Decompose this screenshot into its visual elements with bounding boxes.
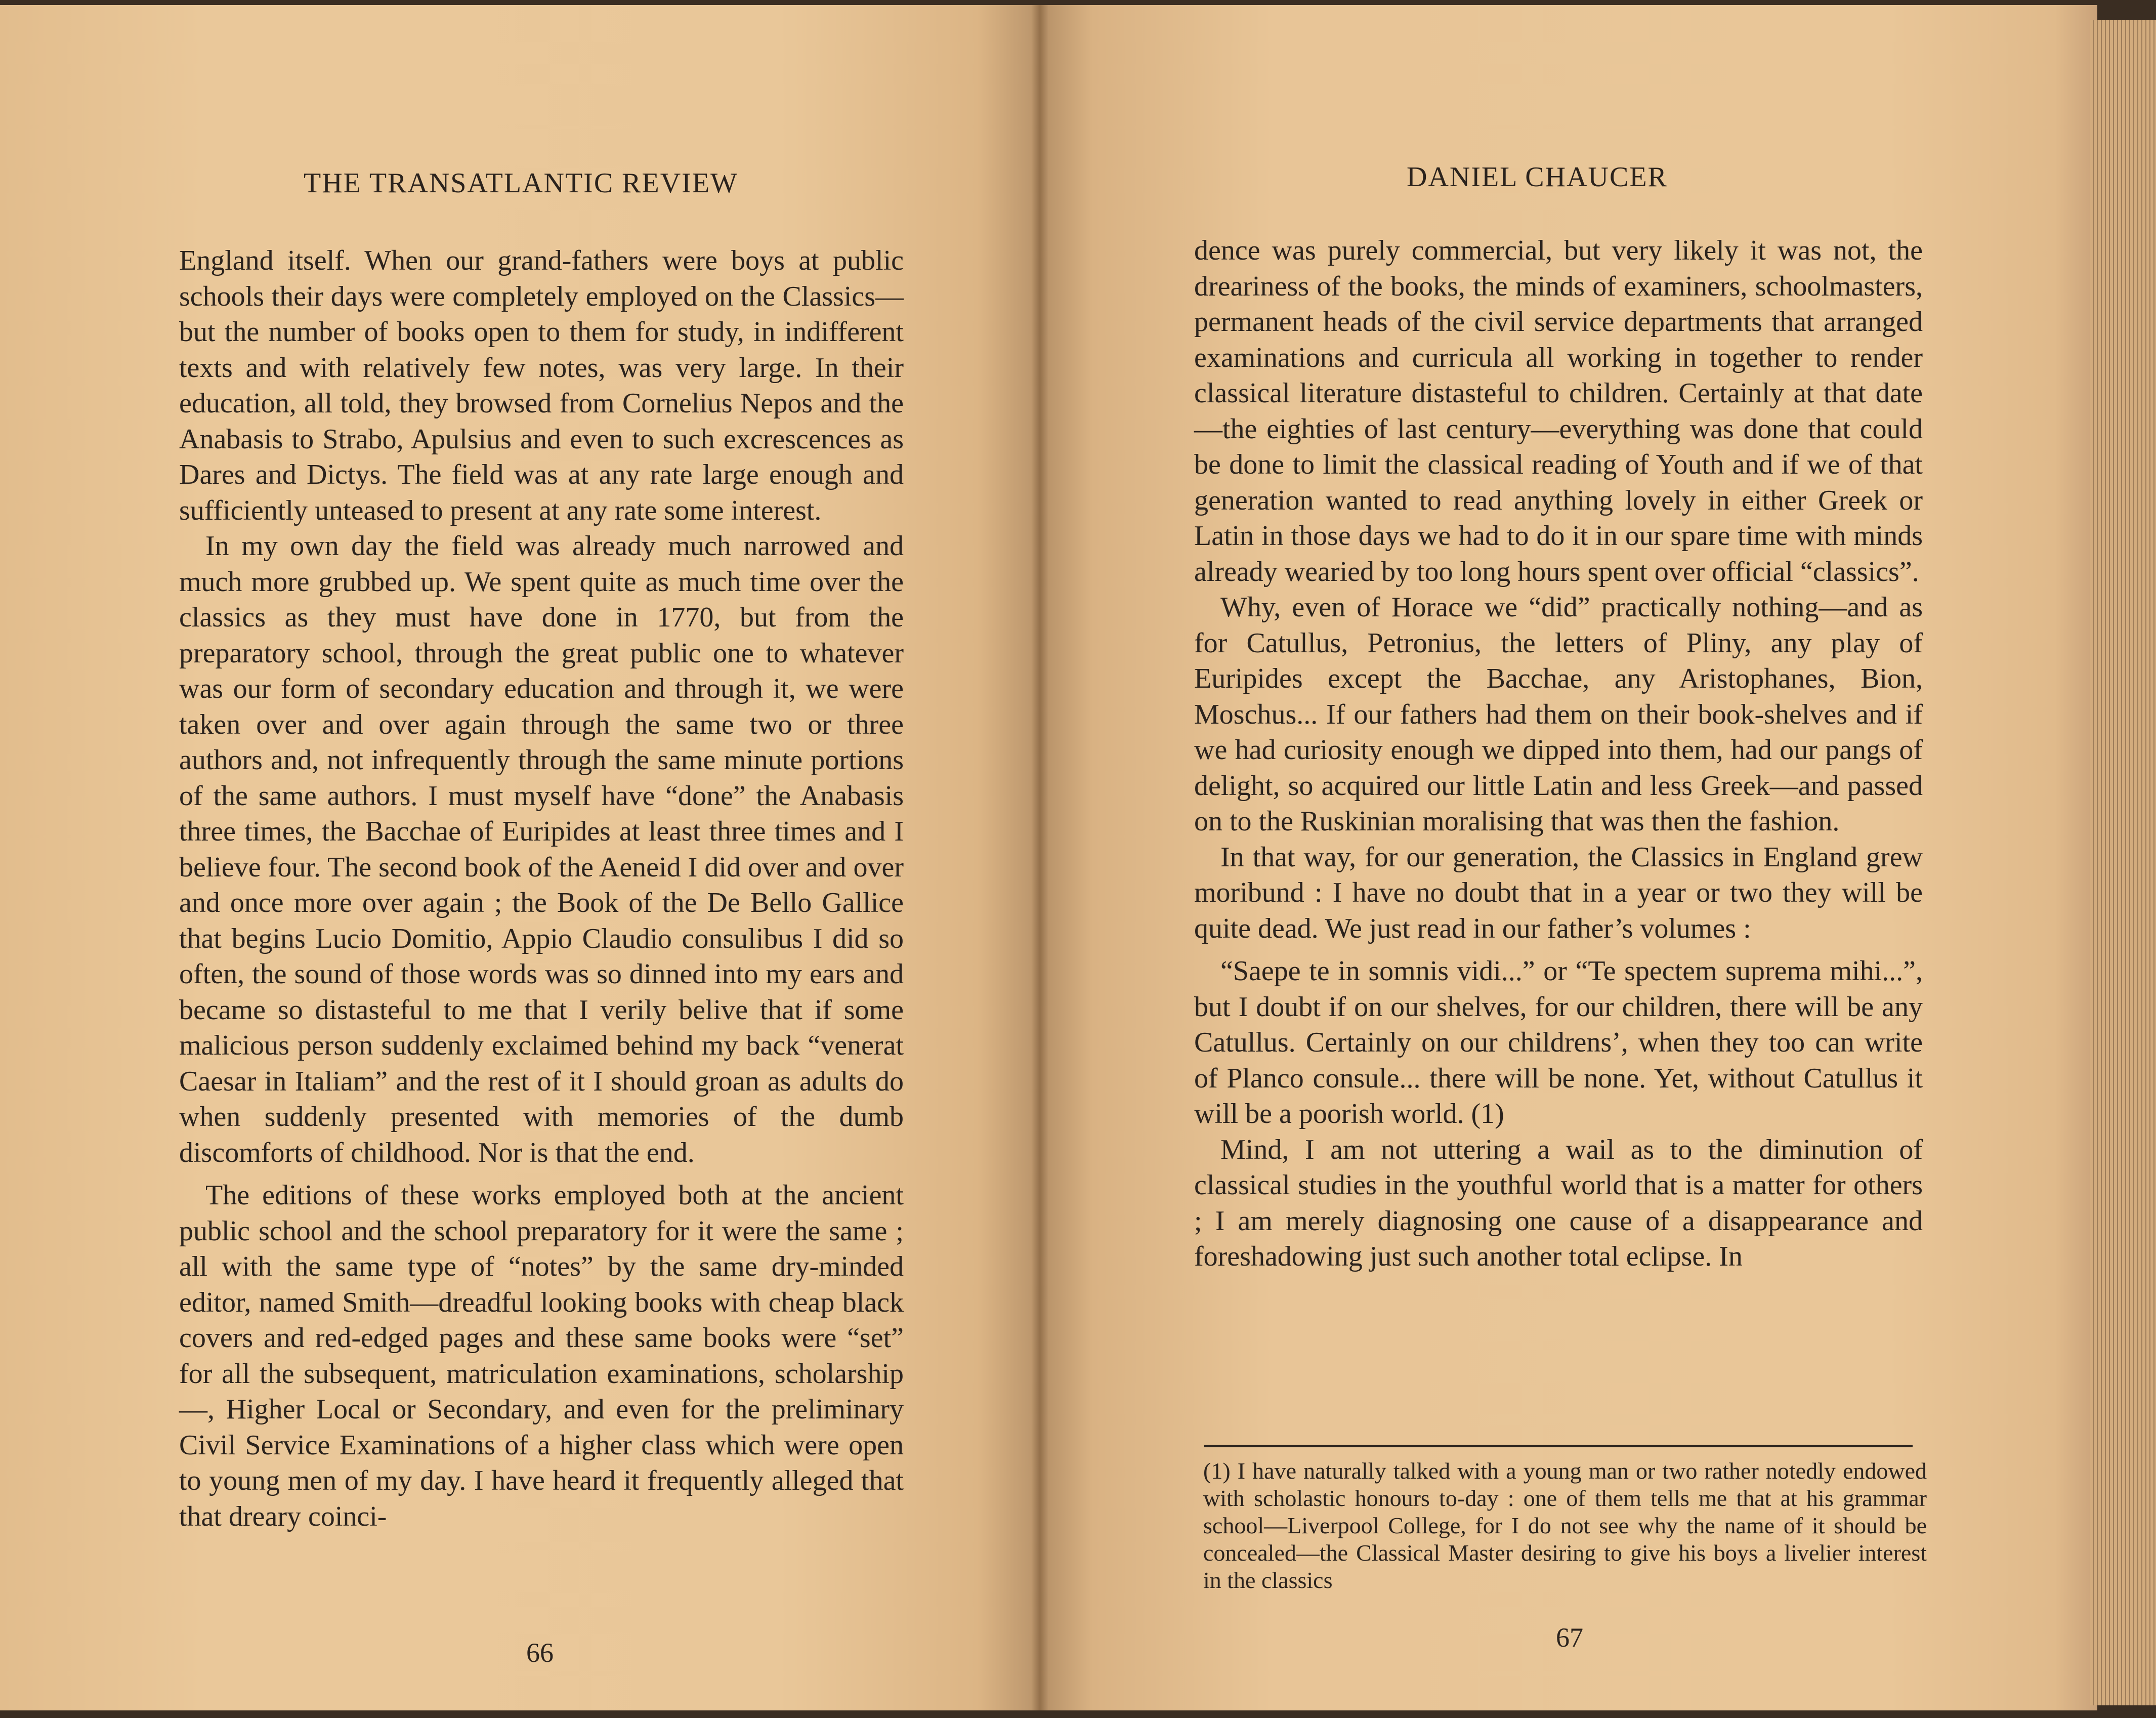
left-page-number: 66	[526, 1638, 554, 1668]
left-running-head: THE TRANSATLANTIC REVIEW	[304, 167, 738, 199]
footnote-rule	[1204, 1445, 1913, 1447]
page-edges	[2090, 20, 2156, 1705]
footnote-text: (1) I have naturally talked with a young man or two rather notedly endowed with scholastic honours to-day : one of them tells me that at his grammar school—Liverpool College, for I do not see why the name of it should be concealed—the Classical Master desiring to give his boys a livelier interest in the classics	[1203, 1458, 1927, 1593]
left-page-body	[179, 243, 904, 1534]
right-page-number: 67	[1556, 1622, 1583, 1653]
right-paragraph-3: In that way, for our generation, the Classics in England grew moribund : I have no doubt that in a year or two they will be quite dead. We just read in our father’s volumes :	[1194, 841, 1923, 944]
left-paragraph-3: The editions of these works employed both at the ancient public school and the school preparatory for it were the same ; all with the same type of “notes” by the same dry-minded editor, named Smith—dreadful looking books with cheap black covers and red-edged pages and these same books were “set” for all the subsequent, matriculation examinations, scholarship—, Higher Local or Secondary, and even for the preliminary Civil Service Examinations of a higher class which were open to young men of my day. I have heard it frequently alleged that that dreary coinci-	[179, 1180, 904, 1532]
right-paragraph-2: Why, even of Horace we “did” practically nothing—and as for Catullus, Petronius, the letters of Pliny, any play of Euripides except the Bacchae, any Aristophanes, Bion, Moschus... If our fathers had them on their book-shelves and if we had curiosity enough we dipped into them, had our pangs of delight, so acquired our little Latin and less Greek—and passed on to the Ruskinian moralising that was then the fashion.	[1194, 592, 1923, 837]
right-paragraph-5: Mind, I am not uttering a wail as to the diminution of classical studies in the youthful world that is a matter for others ; I am merely diagnosing one cause of a disappearance and foreshadowing just such another total eclipse. In	[1194, 1134, 1923, 1272]
right-paragraph-1: dence was purely commercial, but very likely it was not, the dreariness of the books, the minds of examiners, schoolmasters, permanent heads of the civil service departments that arranged examinations and curricula all working in together to render classical literature distasteful to children. Certainly at that date—the eighties of last century—everything was done that could be done to limit the classical reading of Youth and if we of that generation wanted to read anything lovely in either Greek or Latin in those days we had to do it in our spare time with minds already wearied by too long hours spent over official “classics”.	[1194, 235, 1923, 588]
book-gutter	[1031, 5, 1048, 1710]
left-paragraph-2: In my own day the field was already much narrowed and much more grubbed up. We spent quite as much time over the classics as they must have done in 1770, but from the preparatory school, through the great public one to whatever was our form of secondary education and through it, we were taken over and over again through the same two or three authors and, not infrequently through the same minute portions of the same authors. I must myself have “done” the Anabasis three times, the Bacchae of Euripides at least three times and I believe four. The second book of the Aeneid I did over and over and once more over again ; the Book of the De Bello Gallice that begins Lucio Domitio, Appio Claudio consulibus I did so often, the sound of those words was so dinned into my ears and became so distasteful to me that I verily belive that if some malicious person suddenly exclaimed behind my back “venerat Caesar in Italiam” and the rest of it I should groan as adults do when suddenly presented with memories of the dumb discomforts of childhood. Nor is that the end.	[179, 530, 904, 1168]
right-running-head: DANIEL CHAUCER	[1407, 161, 1668, 193]
right-paragraph-4: “Saepe te in somnis vidi...” or “Te spectem suprema mihi...”, but I doubt if on our shelves, for our children, there will be any Catullus. Certainly on our childrens’, when they too can write of Planco consule... there will be none. Yet, without Catullus it will be a poorish world. (1)	[1194, 955, 1923, 1129]
right-footnote	[1203, 1457, 1927, 1594]
right-page-body	[1194, 233, 1923, 1275]
left-paragraph-1: England itself. When our grand-fathers were boys at public schools their days were completely employed on the Classics—but the number of books open to them for study, in indifferent texts and with relatively few notes, was very large. In their education, all told, they browsed from Cornelius Nepos and the Anabasis to Strabo, Apulsius and even to such excrescences as Dares and Dictys. The field was at any rate large enough and sufficiently unteased to present at any rate some interest.	[179, 245, 904, 526]
